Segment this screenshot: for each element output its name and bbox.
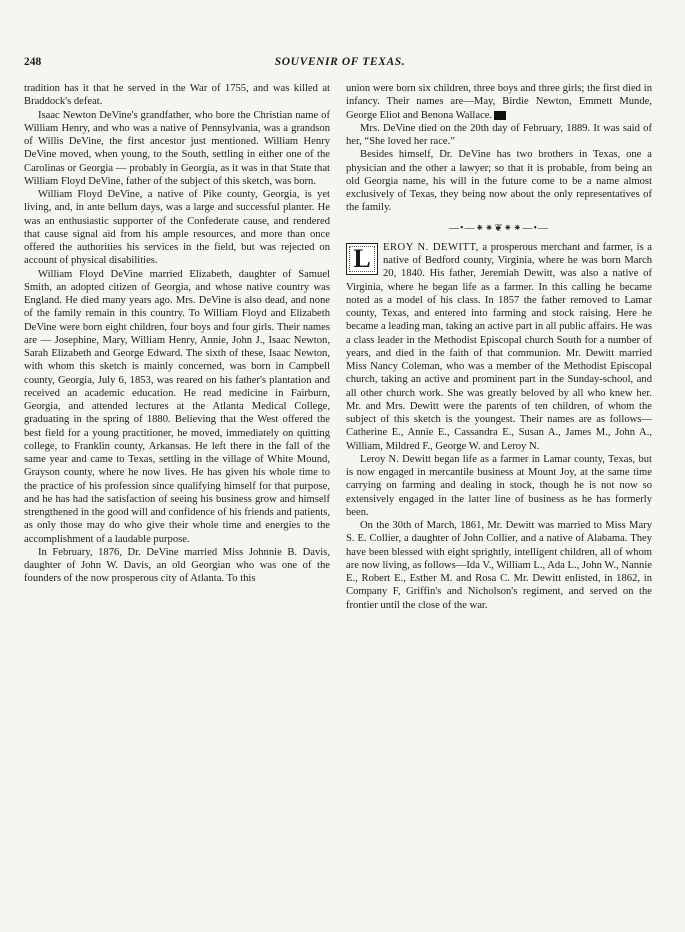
paragraph: tradition has it that he served in the War of 1755, and was killed at Braddock's defeat. [24,83,330,108]
paragraph-text: a prosperous merchant and farmer, is a native of Bedford county, Virginia, where he was born March 20, 1840. His father, Jeremiah Dewitt, was also a native of Virginia, where he began life as a farmer. In this calling he became noted as a model of his class. In 1857 the father removed to Lamar county, Texas, and entered into farming and stock raising. Here he became a leading man, taking an active part in all public affairs. He was a class leader in the Methodist Episcopal church South for a number of years, and died in the faith of that communion. Mr. Dewitt married Miss Nancy Coleman, who was a member of the Methodist Episcopal church, taking an active and prominent part in the Sunday-school, and all other church work. She was greatly beloved by all who knew her. Mr. and Mrs. Dewitt were the parents of ten children, of whom the subject of this sketch is the youngest. Their names are as follows—Catherine E., Annie E., Cassandra E., Susan A., James M., John A., William, Mildred F., George W. and Leroy N. [346,241,653,452]
drop-cap-letter: L [353,243,371,273]
ornamental-divider: —•—⁕⁕❦⁕⁕—•— [449,222,549,234]
paragraph [346,82,652,122]
ornament-frame-icon [349,243,375,273]
paragraph: Isaac Newton DeVine's grandfather, who bore the Christian name of William Henry, and who was a native of Pennsylvania, was a grandson of Willis DeVine, the first ancestor just mentioned. William Henry DeVine moved, when young, to the South, settling in either one of the Carolinas or Georgia — probably in Georgia, as it was in that State that William Floyd DeVine, father of the subject of this sketch, was born. [24,109,330,187]
paragraph: In February, 1876, Dr. DeVine married Miss Johnnie B. Davis, daughter of John W. Davis, an old Georgian who was one of the founders of the now prosperous city of Atlanta. To this [24,546,330,585]
drop-cap-initial [346,243,378,275]
page-number: 248 [24,56,42,68]
ink-blot-icon [494,111,506,120]
paragraph: Leroy N. Dewitt began life as a farmer in Lamar county, Texas, but is now engaged in mercantile business at Mount Joy, at the same time carrying on farming and dealing in stock, though he is not now so extensively engaged in the latter line of business as he has formerly been. [346,453,652,518]
left-column [24,82,330,586]
paragraph: William Floyd DeVine, a native of Pike county, Georgia, is yet living, and, in ante bellum days, was a large and successful planter. He was an enthusiastic supporter of the Confederate cause, and rendered that cause signal aid from his ample resources, and more than once offered the authorities his services in the field, but was rejected on account of physical disabilities. [24,189,330,267]
biography-opening [346,241,652,453]
paragraph: Mrs. DeVine died on the 20th day of February, 1889. It was said of her, “She loved her race.” [346,122,652,147]
paragraph: Besides himself, Dr. DeVine has two brothers in Texas, one a physician and the other a lawyer; so that it is probable, from being an old Georgia name, his will in the future come to be a name almost exclusively of Texas, they being now about the only representatives of the family. [346,149,652,214]
running-title: SOUVENIR OF TEXAS. [274,56,406,68]
right-column [346,82,652,612]
paragraph: William Floyd DeVine married Elizabeth, daughter of Samuel Smith, an adopted citizen of Georgia, and whose native country was England. He died many years ago. Mrs. DeVine is also dead, and none of the family remain in this country. To William Floyd and Elizabeth DeVine were born eight children, four boys and four girls. Their names are — Josephine, Mary, William Henry, Annie, John J., Isaac Newton, Sarah Elizabeth and George Edward. The sixth of these, Isaac Newton, with whom this sketch is mainly concerned, was born in Campbell county, Georgia, July 6, 1853, was reared on his father's plantation and received an academic education. He read medicine in Fairburn, Georgia, and attended lectures at the Atlanta Medical College, graduating in the spring of 1880. Believing that the West offered the best field for a young practitioner, he moved, immediately on quitting college, to Franklin county, Arkansas. He left there in the fall of the same year and came to Texas, settling in the village of White Mound, Grayson county, where he now lives. He has given his whole time to the practice of his profession since qualifying himself for that purpose, and he has had the satisfaction of seeing his business grow and himself strengthened in the good will and confidence of his friends and patients, as only those may do who give their whole time and energies to the accomplishment of a laudable purpose. [24,268,330,545]
page-header [24,56,656,72]
paragraph: On the 30th of March, 1861, Mr. Dewitt was married to Miss Mary S. E. Collier, a daughter of John Collier, and a native of Alabama. They have been blessed with eight sprightly, intelligent children, all of whom are now living, as follows—Ida V., William L., Ada L., John W., Nannie E., Robert E., Esther M. and Rosa C. Mr. Dewitt enlisted, in 1862, in Company F, Griffin's and Nicholson's regiment, and served on the frontier until the close of the war. [346,520,652,611]
paragraph-text: union were born six children, three boys and three girls; the first died in infancy. Their names are—May, Birdie Newton, Emmett Munde, George Eliot and Benona Wallace. [346,83,652,121]
subject-name: EROY N. DEWITT, [383,241,479,253]
